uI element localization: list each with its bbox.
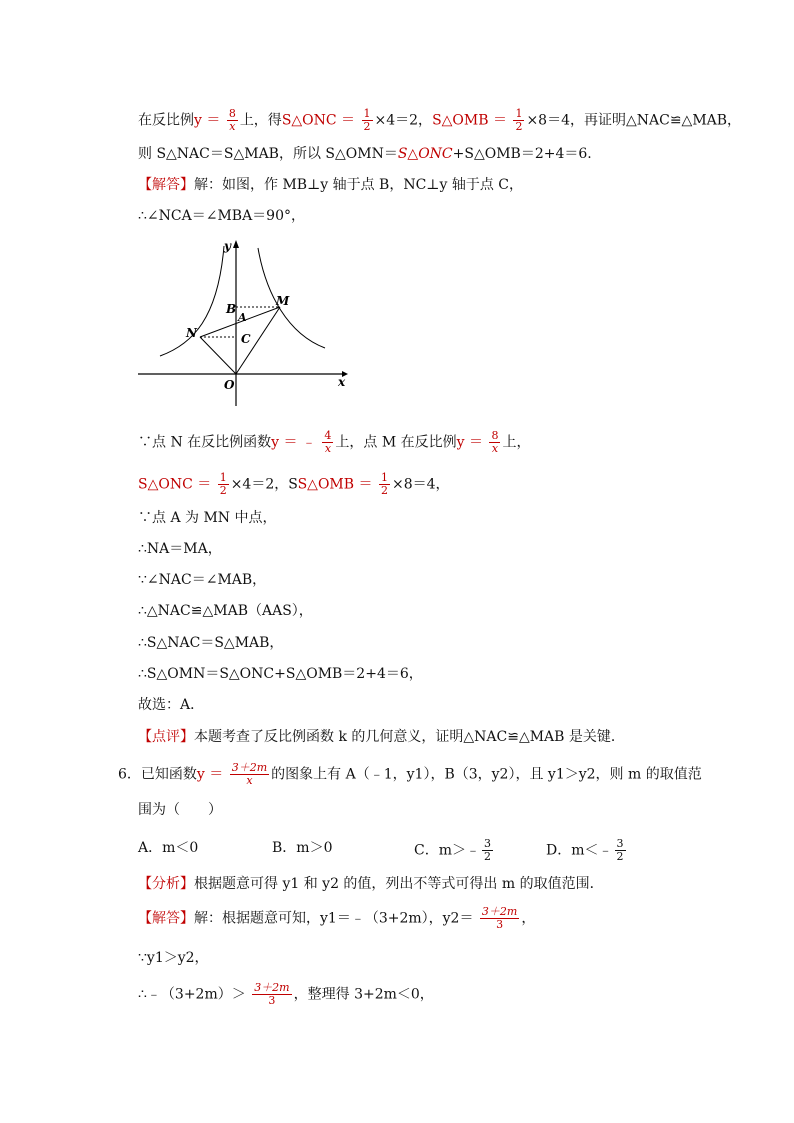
label-B: B <box>226 302 237 316</box>
review-line: 【点评】本题考查了反比例函数 k 的几何意义，证明△NAC≌△MAB 是关键． <box>138 729 625 745</box>
fraction-8-over-x: $\frac{8}{x}$ <box>228 107 236 133</box>
fraction-3-over-2: $\frac{3}{2}$ <box>484 837 491 863</box>
line-last1: ∵y1＞y2， <box>138 950 209 966</box>
line-13: 故选：A． <box>138 697 205 713</box>
analysis-line: 【分析】根据题意可得 y1 和 y2 的值，列出不等式可得出 m 的取值范围． <box>138 876 604 892</box>
analysis-label: 【分析】 <box>138 876 194 892</box>
solution2-label: 【解答】 <box>138 910 194 927</box>
question-6: 6．已知函数y ＝ $\frac{3+2m}{x}$ 的图象上有 A（﹣1，y1），B（3，y2），且 y1＞y2，则 m 的取值范 <box>118 761 702 787</box>
label-C: C <box>241 332 251 346</box>
label-O: O <box>224 378 235 392</box>
line-6: S△ONC ＝ $\frac{1}{2}$ ×4＝2，SS△OMB ＝ $\frac{1}{2}$ ×8＝4， <box>138 471 450 497</box>
segment-ON <box>200 337 236 374</box>
line-12: ∴S△OMN＝S△ONC+S△OMB＝2+4＝6， <box>138 666 423 682</box>
option-C: C．m＞﹣ $\frac{3}{2}$ <box>414 837 491 863</box>
fraction-3-over-2: $\frac{3}{2}$ <box>616 837 624 863</box>
solution-label: 【解答】 <box>138 177 194 193</box>
fraction-3-2m-over-3: $\frac{3+2m}{3}$ <box>254 981 290 1007</box>
fraction-3-2m-over-x: $\frac{3+2m}{x}$ <box>231 761 268 787</box>
fraction-half: $\frac{1}{2}$ <box>219 471 227 497</box>
math-y-eq: y ＝ <box>194 112 221 129</box>
line-4: ∴∠NCA＝∠MBA＝90°， <box>138 208 305 224</box>
option-A: A．m＜0 <box>138 840 199 856</box>
line-last2: ∴﹣（3+2m）＞ $\frac{3+2m}{3}$ ，整理得 3+2m＜0， <box>138 981 434 1007</box>
line-7: ∵点 A 为 MN 中点， <box>138 510 277 526</box>
fraction-half: $\frac{1}{2}$ <box>363 107 371 133</box>
line-11: ∴S△NAC＝S△MAB， <box>138 635 284 651</box>
line-9: ∵∠NAC＝∠MAB， <box>138 572 267 588</box>
fraction-8-over-x: $\frac{8}{x}$ <box>491 429 499 455</box>
solution2-line: 【解答】解：根据题意可知，y1＝﹣（3+2m），y2＝ $\frac{3+2m}{3}$ ， <box>138 905 536 931</box>
option-B: B．m＞0 <box>272 840 333 856</box>
fraction-half: $\frac{1}{2}$ <box>380 471 388 497</box>
fraction-4-over-x: $\frac{4}{x}$ <box>324 429 332 455</box>
line-10: ∴△NAC≌△MAB（AAS）， <box>138 603 313 619</box>
solution-line: 【解答】解：如图，作 MB⊥y 轴于点 B，NC⊥y 轴于点 C， <box>138 177 523 193</box>
line-8: ∴NA＝MA， <box>138 541 222 557</box>
question-6-cont: 围为（ ） <box>138 802 222 818</box>
line-5: ∵点 N 在反比例函数y ＝ ﹣ $\frac{4}{x}$ 上，点 M 在反比例y ＝ $\frac{8}{x}$ 上， <box>138 429 531 455</box>
label-N: N <box>186 326 197 340</box>
line-1: 在反比例y ＝ $\frac{8}{x}$ 上，得S△ONC ＝ $\frac{1}{2}$ ×4＝2，S△OMB ＝ $\frac{1}{2}$ ×8＝4，再证明△NAC≌△MAB， <box>138 107 742 133</box>
fraction-3-2m-over-3: $\frac{3+2m}{3}$ <box>481 905 518 931</box>
label-x: x <box>338 375 346 389</box>
label-A: A <box>238 311 247 324</box>
right-hyperbola <box>258 248 325 348</box>
line-2: 则 S△NAC＝S△MAB，所以 S△OMN＝S△ONC+S△OMB＝2+4＝6. <box>138 146 592 162</box>
label-M: M <box>276 294 290 308</box>
y-axis-arrow <box>233 240 239 248</box>
review-label: 【点评】 <box>138 729 194 745</box>
hyperbola-figure <box>138 236 353 411</box>
fraction-half: $\frac{1}{2}$ <box>515 107 523 133</box>
label-y: y <box>224 239 231 253</box>
option-D: D．m＜﹣ $\frac{3}{2}$ <box>546 837 624 863</box>
